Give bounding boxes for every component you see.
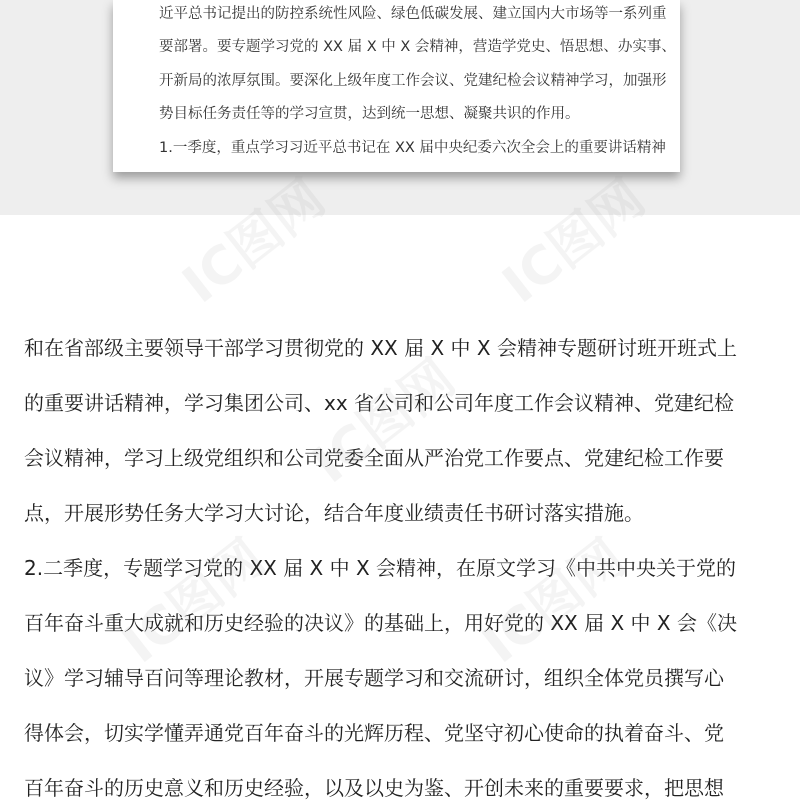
preview-line: 势目标任务责任等的学习宣贯，达到统一思想、凝聚共识的作用。 [159, 106, 580, 122]
watermark: IC图网 [302, 348, 467, 496]
preview-line: 1.一季度，重点学习习近平总书记在 XX 届中央纪委六次全会上的重要讲话精神 [159, 140, 666, 156]
document-preview-page [113, 0, 680, 172]
body-line: 2.二季度，专题学习党的 XX 届 X 中 X 会精神，在原文学习《中共中央关于党的 [24, 556, 737, 580]
body-line: 点，开展形势任务大学习大讨论，结合年度业绩责任书研讨落实措施。 [24, 501, 644, 525]
watermark: IC图网 [172, 168, 337, 316]
body-line: 和在省部级主要领导干部学习贯彻党的 XX 届 X 中 X 会精神专题研讨班开班式上 [24, 336, 737, 360]
body-line: 百年奋斗的历史意义和历史经验，以及以史为鉴、开创未来的重要要求，把思想 [24, 776, 724, 800]
preview-line: 近平总书记提出的防控系统性风险、绿色低碳发展、建立国内大市场等一系列重 [159, 6, 667, 22]
body-line: 会议精神，学习上级党组织和公司党委全面从严治党工作要点、党建纪检工作要 [24, 446, 724, 470]
body-line: 的重要讲话精神，学习集团公司、xx 省公司和公司年度工作会议精神、党建纪检 [24, 391, 735, 415]
body-line: 议》学习辅导百问等理论教材，开展专题学习和交流研讨，组织全体党员撰写心 [24, 666, 724, 690]
preview-line: 要部署。要专题学习党的 XX 届 X 中 X 会精神，营造学党史、悟思想、办实事、 [159, 39, 676, 55]
body-line: 得体会，切实学懂弄通党百年奋斗的光辉历程、党坚守初心使命的执着奋斗、党 [24, 721, 724, 745]
body-line: 百年奋斗重大成就和历史经验的决议》的基础上，用好党的 XX 届 X 中 X 会《决 [24, 611, 737, 635]
watermark: IC图网 [112, 528, 277, 676]
preview-line: 开新局的浓厚氛围。要深化上级年度工作会议、党建纪检会议精神学习，加强形 [159, 73, 667, 89]
watermark: IC图网 [472, 528, 637, 676]
watermark: IC图网 [492, 168, 657, 316]
